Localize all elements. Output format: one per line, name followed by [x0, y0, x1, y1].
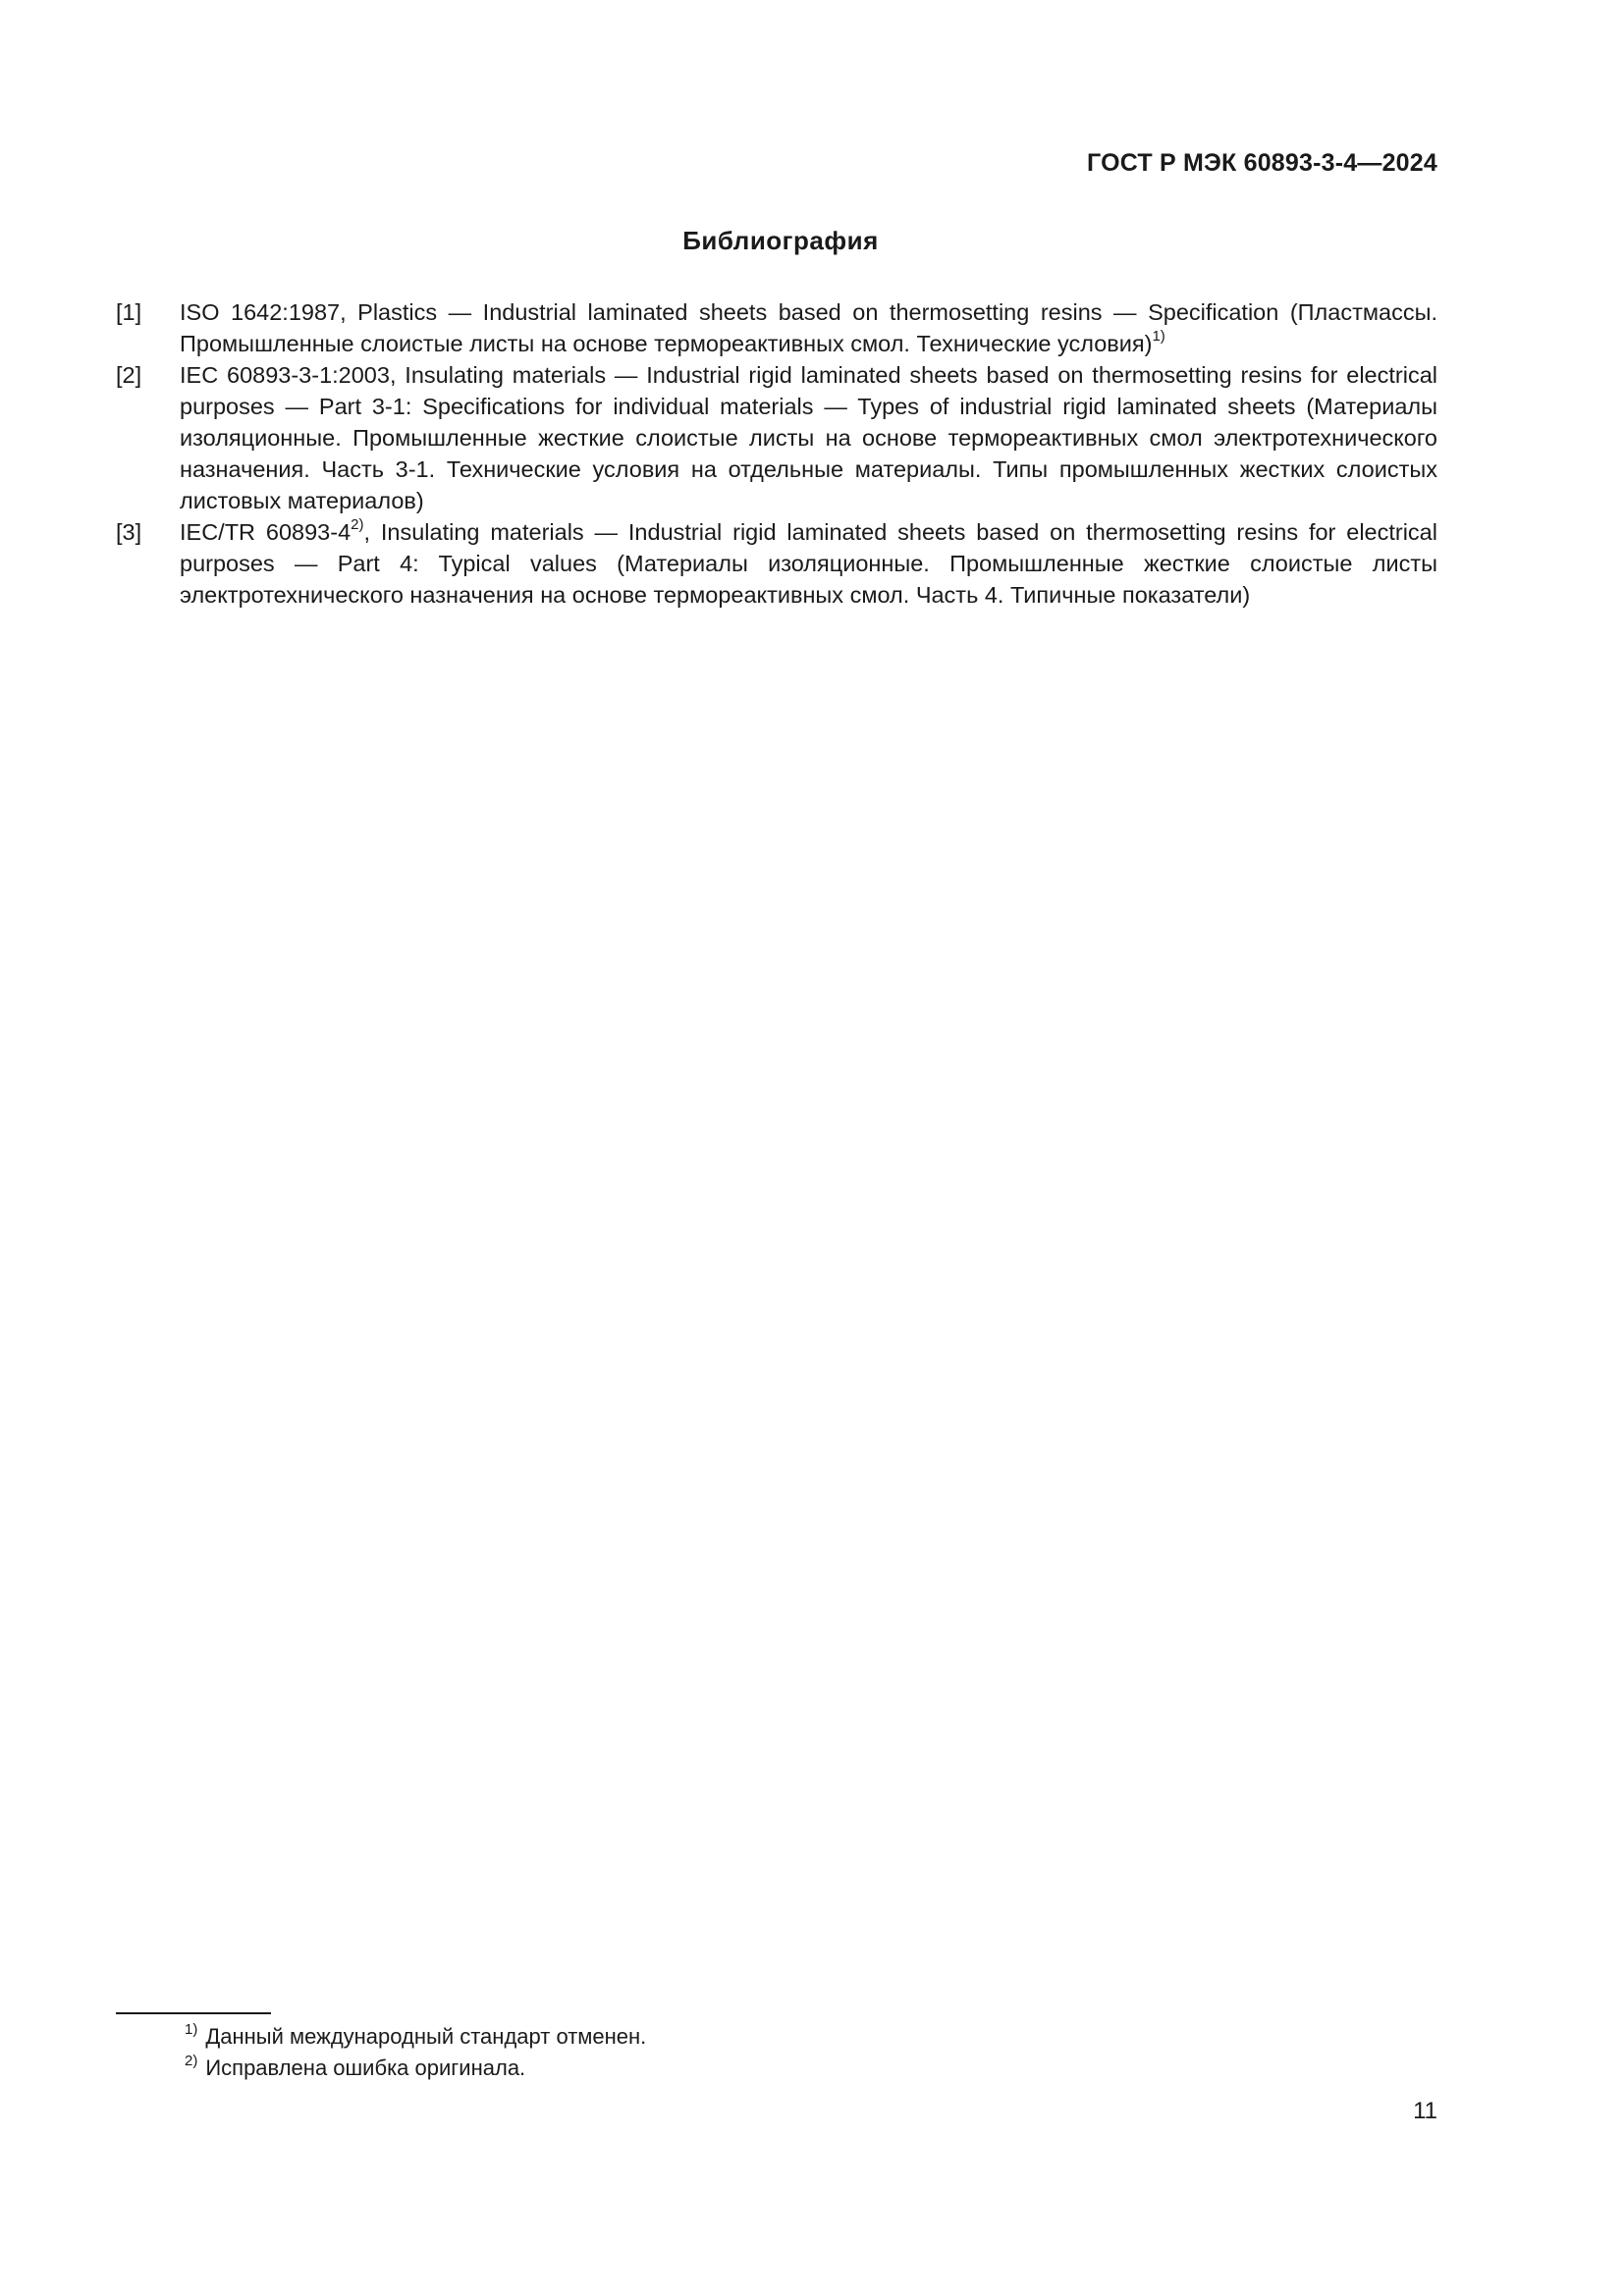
footnotes-list	[185, 2021, 1363, 2084]
reference-number: [2]	[116, 362, 142, 388]
footnote-text: Исправлена ошибка оригинала.	[205, 2056, 526, 2080]
bibliography-list	[116, 296, 1437, 611]
reference-text	[180, 296, 1437, 359]
section-title: Библиография	[682, 226, 879, 255]
footnote-mark: 1)	[185, 2020, 198, 2038]
reference-body: IEC/TR 60893-4	[180, 519, 352, 545]
document-code: ГОСТ Р МЭК 60893-3-4—2024	[1087, 149, 1437, 177]
reference-text	[180, 359, 1437, 516]
reference-body: ISO 1642:1987, Plastics — Industrial laminated sheets based on thermosetting resins — Specification (Пластмассы. Промышленные слоистые листы на основе термореактивных смол. Технические условия)	[180, 299, 1437, 356]
bibliography-entry-3	[116, 516, 1437, 611]
reference-number: [3]	[116, 519, 142, 545]
bibliography-entry-2	[116, 359, 1437, 516]
footnote-2	[185, 2053, 1363, 2084]
page-number: 11	[1413, 2098, 1437, 2124]
reference-text	[180, 516, 1437, 611]
bibliography-entry-1	[116, 296, 1437, 359]
footnote-separator	[116, 2012, 271, 2014]
footnote-mark: 2)	[185, 2052, 198, 2069]
footnote-reference[interactable]: 2)	[351, 516, 364, 534]
footnote-text: Данный международный стандарт отменен.	[205, 2024, 647, 2049]
footnote-reference[interactable]: 1)	[1152, 328, 1165, 346]
reference-number: [1]	[116, 299, 142, 325]
footnote-1	[185, 2021, 1363, 2053]
reference-body-continued: , Insulating materials — Industrial rigid laminated sheets based on thermosetting resins for electrical purposes — Part 4: Typical values (Материалы изоляционные. Промышленные жесткие слоистые листы электротехнического назначения на основе термореактивных смол. Часть 4. Типичные показатели)	[180, 519, 1437, 608]
reference-body: IEC 60893-3-1:2003, Insulating materials — Industrial rigid laminated sheets based on thermosetting resins for electrical purposes — Part 3-1: Specifications for individual materials — Types of industrial rigid laminated sheets (Материалы изоляционные. Промышленные жесткие слоистые листы на основе термореактивных смол электротехнического назначения. Часть 3-1. Технические условия на отдельные материалы. Типы промышленных жестких слоистых листовых материалов)	[180, 362, 1437, 513]
